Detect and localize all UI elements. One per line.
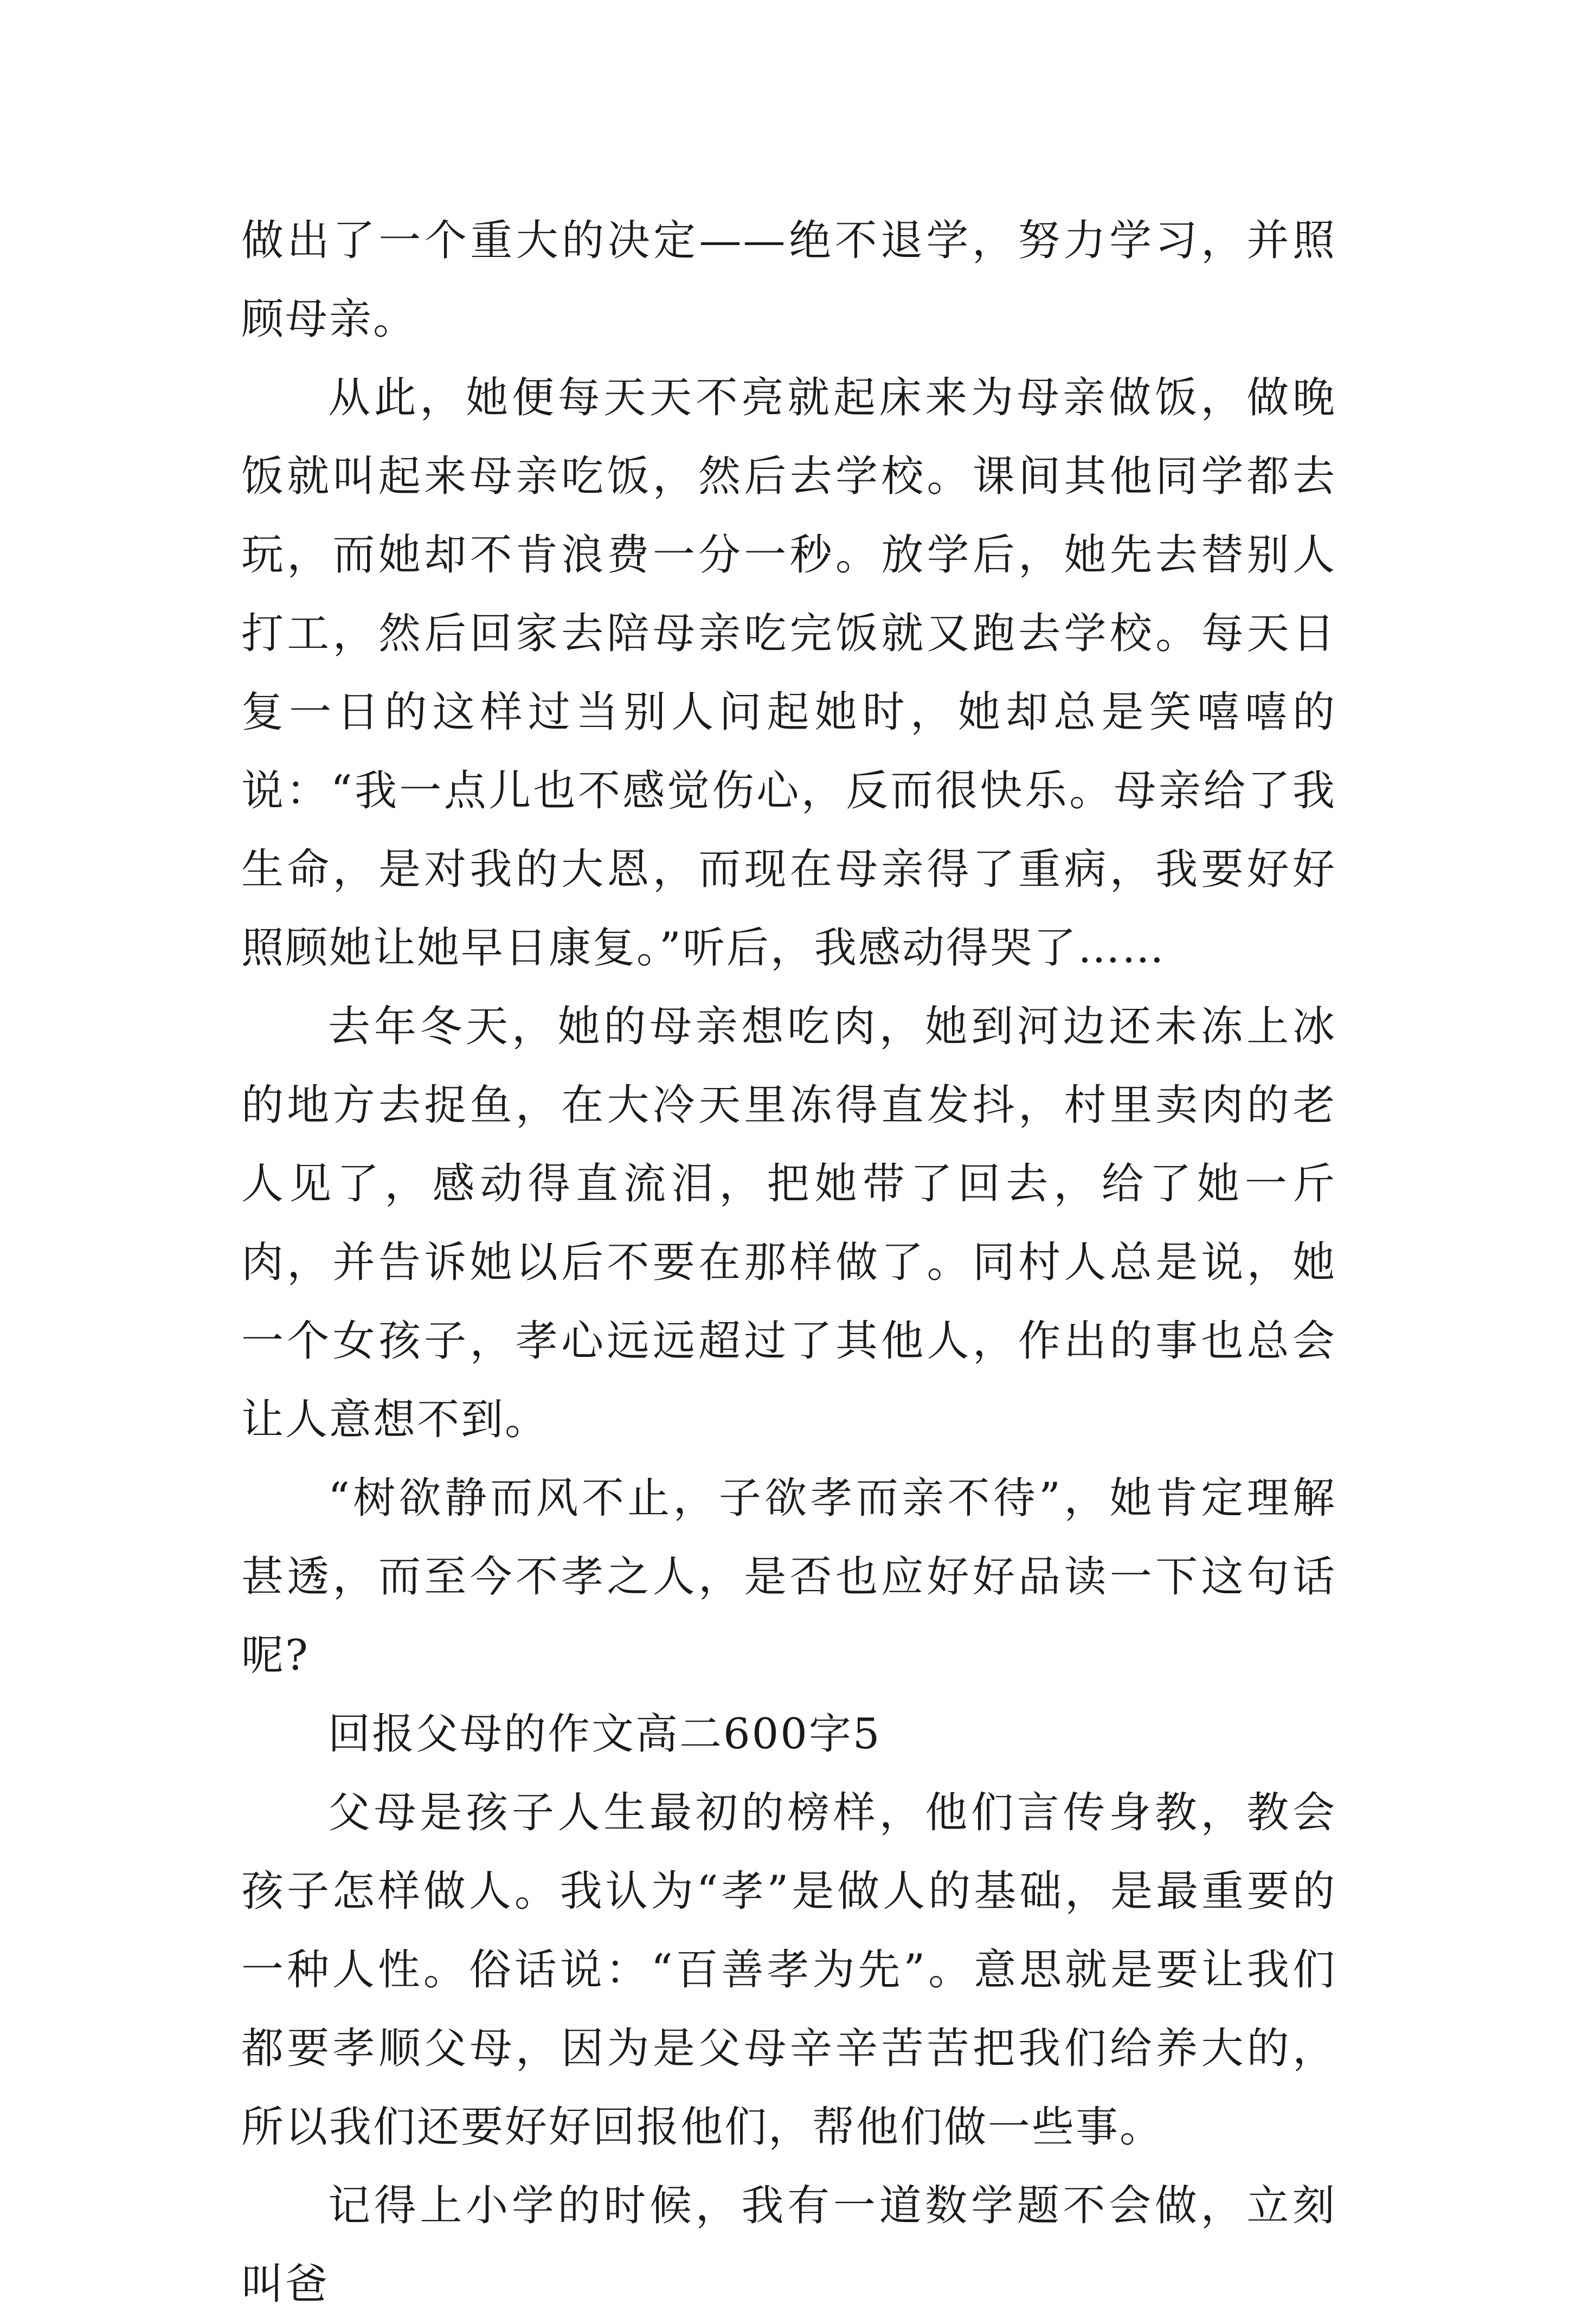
paragraph-6: 记得上小学的时候，我有一道数学题不会做，立刻叫爸 [241,2181,1336,2309]
paragraph-4: “树欲静而风不止，子欲孝而亲不待”，她肯定理解甚透，而至今不孝之人，是否也应好好品读一下这句话呢? [241,1474,1336,1680]
paragraph-5: 父母是孩子人生最初的榜样，他们言传身教，教会孩子怎样做人。我认为“孝”是做人的基础，是最重要的一种人性。俗话说：“百善孝为先”。意思就是要让我们都要孝顺父母，因为是父母辛辛苦苦把我们给养大的，所以我们还要好好回报他们，帮他们做一些事。 [241,1788,1336,2152]
paragraph-2: 从此，她便每天天不亮就起床来为母亲做饭，做晚饭就叫起来母亲吃饭，然后去学校。课间其他同学都去玩，而她却不肯浪费一分一秒。放学后，她先去替别人打工，然后回家去陪母亲吃完饭就又跑去学校。每天日复一日的这样过当别人问起她时，她却总是笑嘻嘻的说：“我一点儿也不感觉伤心，反而很快乐。母亲给了我生命，是对我的大恩，而现在母亲得了重病，我要好好照顾她让她早日康复。”听后，我感动得哭了…… [241,374,1336,973]
paragraph-1: 做出了一个重大的决定——绝不退学，努力学习，并照顾母亲。 [241,216,1336,344]
essay-heading: 回报父母的作文高二600字5 [328,1710,882,1759]
paragraph-3: 去年冬天，她的母亲想吃肉，她到河边还未冻上冰的地方去捉鱼，在大冷天里冻得直发抖，村里卖肉的老人见了，感动得直流泪，把她带了回去，给了她一斤肉，并告诉她以后不要在那样做了。同村人总是说，她一个女孩子，孝心远远超过了其他人，作出的事也总会让人意想不到。 [241,1002,1336,1444]
essay-body [241,202,1336,2324]
